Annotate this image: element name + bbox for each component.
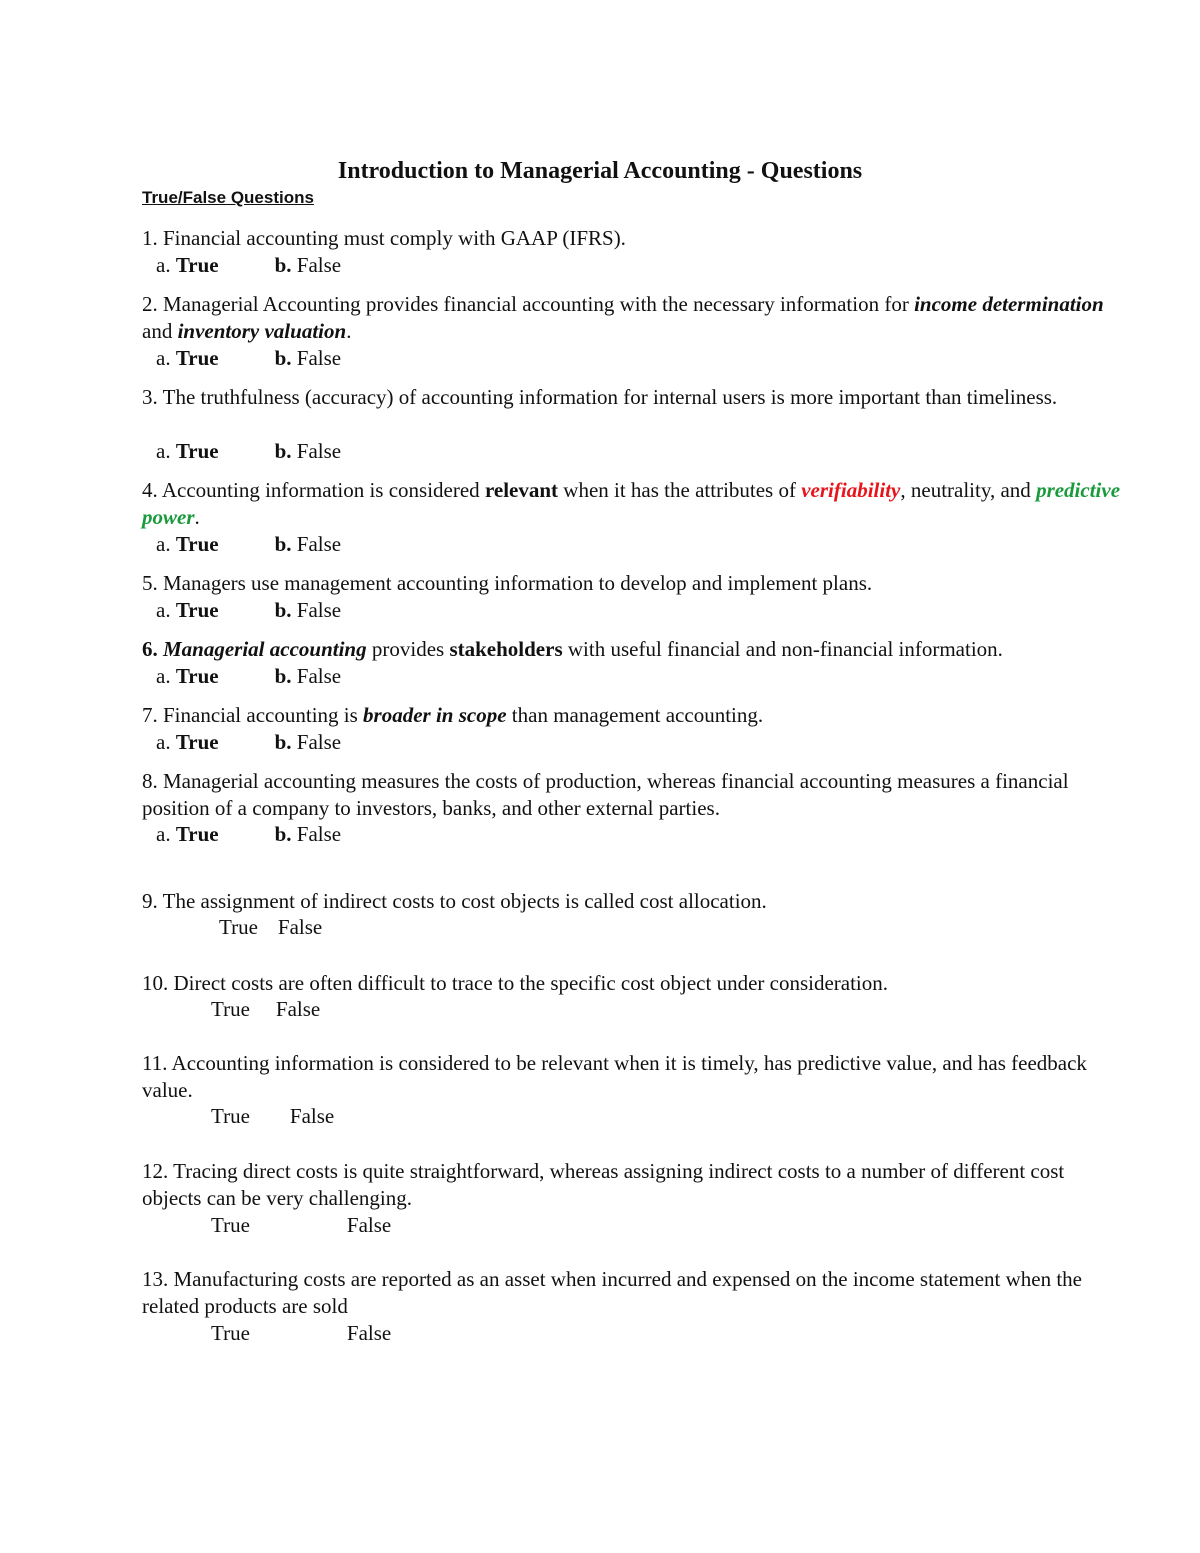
- option-false[interactable]: False: [346, 1213, 392, 1237]
- question-2-text-2: and: [142, 319, 178, 343]
- option-a-letter: a.: [156, 346, 171, 370]
- option-false[interactable]: False: [296, 532, 342, 556]
- option-false[interactable]: False: [296, 664, 342, 688]
- option-false[interactable]: False: [296, 439, 342, 463]
- option-true[interactable]: True: [175, 532, 219, 556]
- option-b-letter: b.: [274, 439, 292, 463]
- options-9: [219, 914, 322, 941]
- options-10: [211, 996, 320, 1023]
- page-title: Introduction to Managerial Accounting - Questions: [337, 158, 863, 184]
- question-4-text-4: .: [194, 505, 200, 529]
- question-13: 13. Manufacturing costs are reported as an asset when incurred and expensed on the income statement when the related products are sold: [142, 1267, 1083, 1318]
- option-false[interactable]: False: [289, 1104, 335, 1128]
- question-5: 5. Managers use management accounting information to develop and implement plans.: [142, 571, 873, 595]
- question-7-emphasis: broader in scope: [363, 703, 507, 727]
- question-12: 12. Tracing direct costs is quite straightforward, whereas assigning indirect costs to a number of different cost objects can be very challenging.: [142, 1159, 1065, 1210]
- option-b-letter: b.: [274, 253, 292, 277]
- options-13: [211, 1320, 391, 1347]
- option-false[interactable]: False: [296, 346, 342, 370]
- option-false[interactable]: False: [296, 822, 342, 846]
- options-4: [156, 531, 341, 558]
- options-12: [211, 1212, 391, 1239]
- options-7: [156, 729, 341, 756]
- question-11: 11. Accounting information is considered to be relevant when it is timely, has predictive value, and has feedback value.: [142, 1051, 1087, 1102]
- options-5: [156, 597, 341, 624]
- option-true[interactable]: True: [175, 598, 219, 622]
- option-b-letter: b.: [274, 598, 292, 622]
- option-false[interactable]: False: [296, 598, 342, 622]
- question-2-text-3: .: [346, 319, 352, 343]
- question-6-text: provides: [366, 637, 450, 661]
- question-6-number: 6.: [142, 637, 163, 661]
- question-4-green-emphasis: predictive power: [142, 478, 1121, 529]
- option-true[interactable]: True: [175, 730, 219, 754]
- option-true[interactable]: True: [211, 1213, 250, 1237]
- option-b-letter: b.: [274, 730, 292, 754]
- option-true[interactable]: True: [175, 253, 219, 277]
- section-heading: True/False Questions: [142, 188, 314, 207]
- question-2: [142, 291, 1122, 345]
- option-true[interactable]: True: [211, 997, 250, 1021]
- option-a-letter: a.: [156, 664, 171, 688]
- option-b-letter: b.: [274, 532, 292, 556]
- option-b-letter: b.: [274, 822, 292, 846]
- question-4-bold: relevant: [484, 478, 559, 502]
- option-b-letter: b.: [274, 346, 292, 370]
- options-6: [156, 663, 341, 690]
- question-2-emphasis-2: inventory valuation: [177, 319, 347, 343]
- options-1: [156, 252, 341, 279]
- option-true[interactable]: True: [175, 664, 219, 688]
- question-4: [142, 477, 1122, 531]
- option-false[interactable]: False: [296, 253, 342, 277]
- question-7: [142, 702, 1122, 729]
- option-a-letter: a.: [156, 822, 171, 846]
- question-3: 3. The truthfulness (accuracy) of accounting information for internal users is more important than timeliness.: [142, 385, 1058, 409]
- option-false[interactable]: False: [275, 997, 321, 1021]
- question-7-text: 7. Financial accounting is: [142, 703, 364, 727]
- option-a-letter: a.: [156, 439, 171, 463]
- question-4-text-3: , neutrality, and: [900, 478, 1037, 502]
- option-a-letter: a.: [156, 730, 171, 754]
- option-a-letter: a.: [156, 253, 171, 277]
- options-3: [156, 438, 341, 465]
- option-true[interactable]: True: [219, 915, 258, 939]
- question-10: 10. Direct costs are often difficult to trace to the specific cost object under consideration.: [142, 971, 889, 995]
- option-true[interactable]: True: [175, 439, 219, 463]
- option-false[interactable]: False: [277, 915, 323, 939]
- question-6-emphasis: Managerial accounting: [163, 637, 367, 661]
- option-true[interactable]: True: [175, 346, 219, 370]
- option-a-letter: a.: [156, 598, 171, 622]
- option-true[interactable]: True: [175, 822, 219, 846]
- question-2-emphasis-1: income determination: [914, 292, 1104, 316]
- options-8: [156, 821, 341, 848]
- option-true[interactable]: True: [211, 1104, 250, 1128]
- options-2: [156, 345, 341, 372]
- question-4-text-2: when it has the attributes of: [558, 478, 802, 502]
- question-1: 1. Financial accounting must comply with GAAP (IFRS).: [142, 226, 626, 250]
- question-6-text-2: with useful financial and non-financial information.: [562, 637, 1003, 661]
- question-4-red-emphasis: verifiability: [801, 478, 901, 502]
- option-b-letter: b.: [274, 664, 292, 688]
- question-9: 9. The assignment of indirect costs to cost objects is called cost allocation.: [142, 889, 767, 913]
- question-6: [142, 636, 1122, 663]
- question-7-text-2: than management accounting.: [506, 703, 764, 727]
- option-true[interactable]: True: [211, 1321, 250, 1345]
- question-4-text: 4. Accounting information is considered: [142, 478, 485, 502]
- options-11: [211, 1103, 334, 1130]
- question-2-text: 2. Managerial Accounting provides financial accounting with the necessary information for: [142, 292, 915, 316]
- option-a-letter: a.: [156, 532, 171, 556]
- question-8: 8. Managerial accounting measures the costs of production, whereas financial accounting measures a financial position of a company to investors, banks, and other external parties.: [142, 769, 1069, 820]
- question-6-bold: stakeholders: [449, 637, 563, 661]
- option-false[interactable]: False: [346, 1321, 392, 1345]
- option-false[interactable]: False: [296, 730, 342, 754]
